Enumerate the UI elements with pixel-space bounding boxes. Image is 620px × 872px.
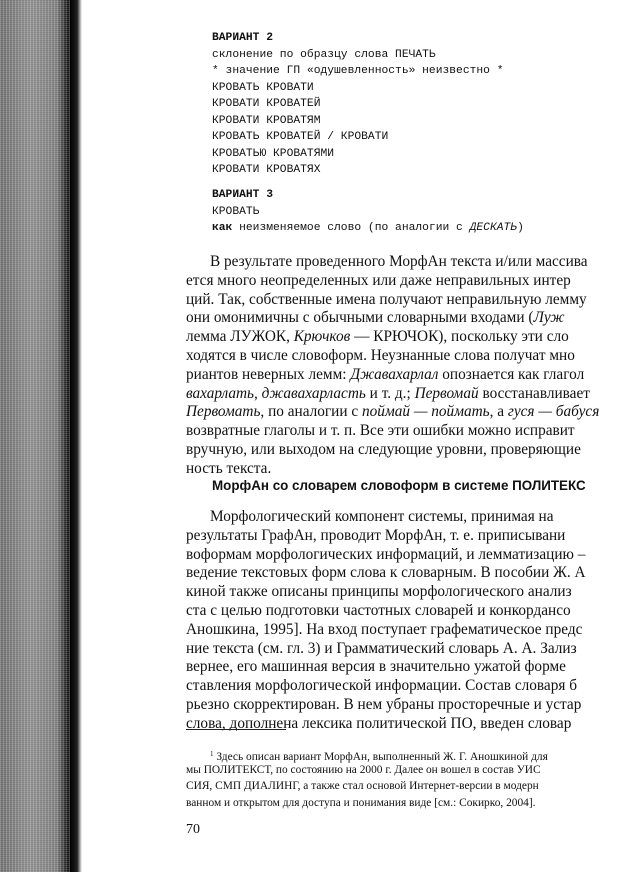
- variant-2-block: [212, 30, 504, 179]
- variant-3-italic: ДЕСКАТЬ: [469, 222, 518, 234]
- variant-2-line: КРОВАТИ КРОВАТЯХ: [212, 164, 321, 176]
- footnote-line: СИЯ, СМП ДИАЛИНГ, а также стал основой Интернет-версии в модерн: [186, 780, 539, 793]
- variant-2-heading: ВАРИАНТ 2: [212, 32, 274, 44]
- variant-2-line: * значение ГП «одушевленность» неизвестно *: [212, 65, 504, 77]
- text-line: Первомать, по аналогии с поймай — поймать, а гуся — бабуся: [186, 403, 600, 421]
- text-line: В результате проведенного МорфАн текста и/или массива: [210, 253, 588, 270]
- text-line: ние текста (см. гл. 3) и Грамматический словарь А. А. Зализ: [186, 639, 577, 657]
- text-line: ведение текстовых форм слова к словарным. В пособии Ж. А: [186, 564, 586, 582]
- paragraph-morfan-results: [186, 253, 620, 479]
- footnote-rule: [186, 729, 286, 730]
- paragraph-morph-component: [186, 508, 620, 734]
- text-line: Морфологический компонент системы, принимая на: [210, 508, 554, 525]
- text-line: ность текста.: [186, 459, 272, 477]
- text-line: вахарлать, джавахарласть и т. д.; Первомай восстанавливает: [186, 384, 590, 402]
- variant-2-line: КРОВАТИ КРОВАТЕЙ: [212, 98, 321, 110]
- variant-2-line: КРОВАТЬ КРОВАТЕЙ / КРОВАТИ: [212, 131, 389, 143]
- text-line: риантов неверных лемм: Джавахарлал опознается как глагол: [186, 365, 585, 383]
- text-line: лемма ЛУЖОК, Крючков — КРЮЧОК), поскольку эти сло: [186, 328, 569, 346]
- text-line: воформам морфологических информаций, и лемматизацию –: [186, 545, 586, 563]
- section-heading: МорфАн со словарем словоформ в системе ПОЛИТЕКС: [212, 478, 586, 493]
- text-line: киной также описаны принципы морфологического анализ: [186, 583, 572, 601]
- text-line: ста с целью подготовки частотных словарей и конкордансо: [186, 601, 571, 619]
- text-line: результаты ГрафАн, проводит МорфАн, т. е. приписывани: [186, 526, 566, 544]
- text-line: вручную, или выходом на следующие уровни, проверяющие: [186, 440, 581, 458]
- variant-3-kak: как: [212, 222, 233, 234]
- text-line: они омонимичны с обычными словарными входами (Луж: [186, 309, 565, 327]
- variant-3-heading: ВАРИАНТ 3: [212, 189, 274, 201]
- variant-2-lines: [212, 49, 504, 177]
- page-number: 70: [186, 822, 200, 837]
- footnote: [186, 746, 620, 811]
- text-line: Аношкина, 1995]. На вход поступает графематическое предс: [186, 620, 583, 638]
- variant-3-text: неизменяемое слово (по аналогии с: [232, 222, 470, 234]
- footnote-line: ванном и открытом для доступа и понимания виде [см.: Сокирко, 2004].: [186, 796, 536, 809]
- variant-2-line: КРОВАТИ КРОВАТЯМ: [212, 114, 321, 127]
- footnote-line: мы ПОЛИТЕКСТ, по состоянию на 2000 г. Далее он вошел в состав УИС: [186, 764, 541, 777]
- variant-2-line: КРОВАТЬ КРОВАТИ: [212, 81, 314, 94]
- text-line: ставления морфологической информации. Состав словаря б: [186, 677, 577, 695]
- variant-3-word: КРОВАТЬ: [212, 205, 260, 218]
- text-line: ходятся в числе словоформ. Неузнанные слова получат мно: [186, 346, 575, 364]
- text-line: рьезно скорректирован. В нем убраны просторечные и устар: [186, 695, 582, 713]
- variant-2-line: склонение по образцу слова ПЕЧАТЬ: [212, 48, 436, 61]
- text-line: ется много неопределенных или даже неправильных интер: [186, 271, 571, 289]
- text-line: слова, дополнена лексика политической ПО, введен словар: [186, 714, 572, 732]
- text-line: ций. Так, собственные имена получают неправильную лемму: [186, 290, 587, 308]
- text-line: вернее, его машинная версия в значительно ужатой форме: [186, 658, 566, 676]
- variant-2-line: КРОВАТЬЮ КРОВАТЯМИ: [212, 147, 335, 160]
- variant-3-end: ): [517, 222, 524, 234]
- text-line: возвратные глаголы и т. п. Все эти ошибки можно исправит: [186, 422, 575, 440]
- variant-3-block: [212, 187, 524, 237]
- footnote-mark: 1: [210, 750, 214, 758]
- footnote-line: $^1$ Здесь описан вариант МорфАн, выполненный Ж. Г. Аношкиной для: [210, 750, 548, 763]
